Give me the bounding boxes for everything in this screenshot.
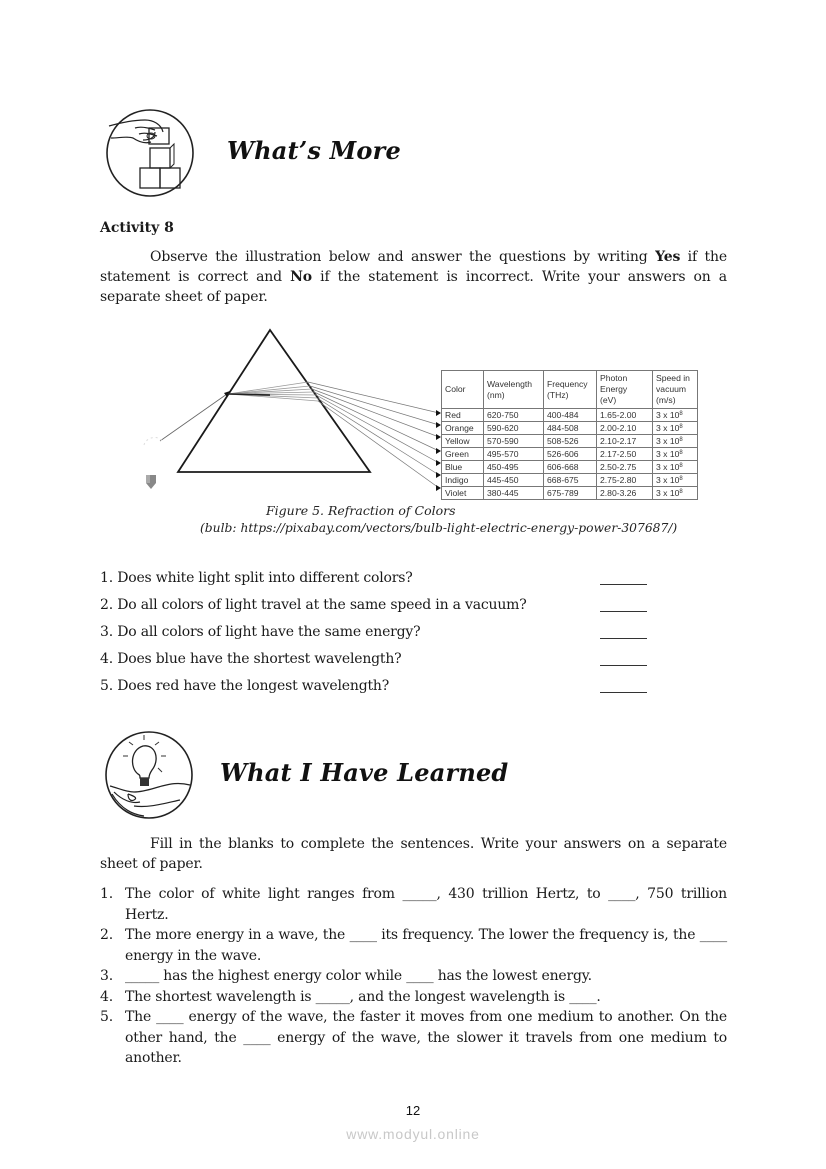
answer-blank bbox=[600, 611, 647, 612]
question-item: 5. Does red have the longest wavelength? bbox=[100, 678, 650, 698]
table-row: Indigo 445-450 668-675 2.75-2.80 3 x $10^8$ bbox=[442, 474, 698, 487]
light-bulb-icon bbox=[144, 438, 162, 489]
color-properties-table bbox=[441, 370, 698, 500]
watermark: www.modyul.online bbox=[346, 1126, 480, 1142]
list-item: 1. The color of white light ranges from _____, 430 trillion Hertz, to ____, 750 trillion Hertz. bbox=[100, 886, 727, 923]
answer-blank bbox=[600, 584, 647, 585]
table-row: Green 495-570 526-606 2.17-2.50 3 x $10^8$ bbox=[442, 448, 698, 461]
question-item: 2. Do all colors of light travel at the same speed in a vacuum? bbox=[100, 597, 650, 617]
figure-credit: (bulb: https://pixabay.com/vectors/bulb-light-electric-energy-power-307687/) bbox=[200, 521, 678, 535]
header-wavelength: Wavelength (nm) bbox=[484, 371, 544, 409]
answer-blank bbox=[600, 665, 647, 666]
question-item: 3. Do all colors of light have the same energy? bbox=[100, 624, 650, 644]
header-photon-energy: Photon Energy (eV) bbox=[597, 371, 653, 409]
hand-stacking-blocks-icon bbox=[105, 108, 195, 198]
activity-instructions: Observe the illustration below and answer the questions by writing Yes if the statement is correct and No if the statement is incorrect. Write your answers on a separate sheet of paper. bbox=[100, 249, 728, 305]
header-speed: Speed in vacuum (m/s) bbox=[653, 371, 698, 409]
figure-caption: Figure 5. Refraction of Colors bbox=[266, 503, 456, 518]
table-row: Yellow 570-590 508-526 2.10-2.17 3 x $10^8$ bbox=[442, 435, 698, 448]
list-item: 5. The ____ energy of the wave, the faster it moves from one medium to another. On the other hand, the ____ energy of the wave, the slower it travels from one medium to another. bbox=[100, 1009, 727, 1066]
section-title-what-i-have-learned: What I Have Learned bbox=[220, 758, 509, 787]
section-title-whats-more: What’s More bbox=[227, 136, 401, 165]
header-color: Color bbox=[442, 371, 484, 409]
fill-in-the-blanks-list bbox=[100, 884, 727, 1069]
activity-title: Activity 8 bbox=[100, 220, 174, 236]
answer-blank bbox=[600, 638, 647, 639]
header-frequency: Frequency (THz) bbox=[544, 371, 597, 409]
list-item: 2. The more energy in a wave, the ____ its frequency. The lower the frequency is, the ____ energy in the wave. bbox=[100, 927, 727, 964]
prism-refraction-diagram bbox=[130, 325, 450, 500]
lightbulb-in-hand-icon bbox=[104, 730, 194, 820]
list-item: 3. _____ has the highest energy color while ____ has the lowest energy. bbox=[100, 968, 592, 984]
table-header-row bbox=[442, 371, 698, 409]
table-row: Red 620-750 400-484 1.65-2.00 3 x $10^8$ bbox=[442, 409, 698, 422]
table-row: Orange 590-620 484-508 2.00-2.10 3 x $10^8$ bbox=[442, 422, 698, 435]
list-item: 4. The shortest wavelength is _____, and the longest wavelength is ____. bbox=[100, 988, 601, 1005]
question-item: 4. Does blue have the shortest wavelength? bbox=[100, 651, 650, 671]
table-row: Violet 380-445 675-789 2.80-3.26 3 x $10^8$ bbox=[442, 487, 698, 500]
answer-blank bbox=[600, 692, 647, 693]
fill-instructions: Fill in the blanks to complete the sentences. Write your answers on a separate sheet of paper. bbox=[100, 836, 727, 872]
table-row: Blue 450-495 606-668 2.50-2.75 3 x $10^8$ bbox=[442, 461, 698, 474]
page-number: 12 bbox=[405, 1103, 421, 1118]
question-item: 1. Does white light split into different colors? bbox=[100, 570, 650, 590]
